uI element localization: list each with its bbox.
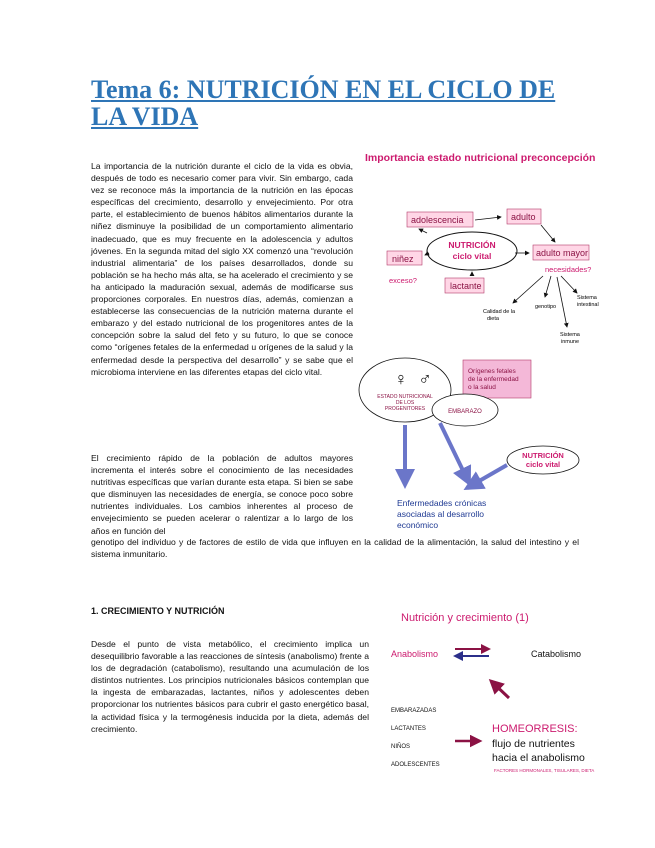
enf-3: económico [397,520,439,530]
label-lactante: lactante [450,281,482,291]
label-genotipo: genotipo [535,304,557,310]
aging-paragraph-continued: genotipo del individuo y de factores de estilo de vida que influyen en la calidad de la alimentación, la salud del intestino y el sistema inmunitario. [91,537,579,560]
label-calidad: Calidad de la [483,309,516,315]
figure-nutricion-crecimiento [385,605,615,780]
group-label: ADOLESCENTES [391,762,440,768]
origenes-2: de la enfermedad [468,376,519,383]
origenes-1: Orígenes fetales [468,368,516,375]
center-nutricion: NUTRICIÓN [448,240,496,250]
fig2-heading: Nutrición y crecimiento (1) [401,612,529,624]
label-factores: FACTORES HORMONALES, TISULARES, DIETA [494,768,595,773]
label-exceso: exceso? [389,276,417,285]
figure-nutrition-life-cycle [355,145,620,535]
male-symbol: ♂ [418,369,432,389]
label-adulto: adulto [511,212,536,222]
aging-paragraph: El crecimiento rápido de la población de adultos mayores incrementa el interés sobre el conocimiento de las necesidades nutritivas específicas que varían durante esta etapa. Si bien se sabe que disminuyen las necesidades de energía, se conoce poco sobre nutrientes individuales. Los cambios inherentes al proceso de envejecimiento se pueden acelerar o ralentizar a lo largo de los años en función del [91,453,353,536]
estado-2: DE LOS [395,400,415,406]
origenes-3: o la salud [468,384,496,391]
group-label: NIÑOS [391,744,411,750]
label-adulto-mayor: adulto mayor [536,248,589,258]
label-calidad-2: dieta [487,316,499,322]
label-homeorresis: HOMEORRESIS: [492,723,578,735]
section-heading-crecimiento: 1. CRECIMIENTO Y NUTRICIÓN [91,606,225,616]
group-label: EMBARAZADAS [391,708,437,714]
intro-paragraph: La importancia de la nutrición durante el ciclo de la vida es obvia, después de todo es necesario comer para vivir. Sin embargo, cada vez se reconoce más la importancia de la nutrición en las épocas específicas del crecimiento, desarrollo y envejecimiento. Por otra parte, el establecimiento de buenos hábitos alimentarios durante la niñez disminuye la posibilidad de un comportamiento alimentario inadecuado, que es muy frecuente en la adolescencia y adultos jóvenes. En la segunda mitad del siglo XX comenzó una “revolución industrial alimentaria” de los países desarrollados, donde su población se ha hecho más alta, se ha acelerado el crecimiento y se ha anticipado la maduración sexual, además de modificarse sus proporciones corporales. En nuestros días, además, comienzan a establecerse las consecuencias de la nutrición materna durante el embarazo y del estado nutricional de los progenitores antes de la concepción sobre la salud del feto y su futuro, lo que se conoce como “orígenes fetales de la enfermedad u orígenes de la salud y la enfermedad desde la perspectiva del desarrollo” y se sabe que el microbioma interviene en las diferentes etapas del ciclo vital. [91,161,353,377]
label-sistema-inmune-2: inmune [561,339,580,345]
female-symbol: ♀ [394,369,408,389]
enf-1: Enfermedades crónicas [397,498,487,508]
label-flujo-2: hacia el anabolismo [492,752,585,764]
label-flujo-1: flujo de nutrientes [492,738,575,750]
fig1-heading: Importancia estado nutricional preconcepción [365,152,596,164]
estado-3: PROGENITORES [384,406,426,412]
enf-2: asociadas al desarrollo [397,509,484,519]
label-necesidades: necesidades? [545,265,592,274]
group-list [391,708,440,768]
label-anabolismo: Anabolismo [391,649,439,659]
label-adolescencia: adolescencia [411,215,464,225]
growth-paragraph: Desde el punto de vista metabólico, el crecimiento implica un desequilibrio favorable a las reacciones de síntesis (anabolismo) frente a los de degradación (catabolismo), resultando una acumulación de los distintos nutrientes. Los principios nutricionales básicos contemplan que la ingesta de embarazadas, lactantes, niños y adolescentes deben proporcionar los nutrientes básicos para cubrir el gasto energético basal, la actividad física y la termogénesis inducida por la dieta, además del crecimiento. [91,639,369,734]
estado-1: ESTADO NUTRICIONAL [377,394,433,400]
group-label: LACTANTES [391,726,426,732]
label-catabolismo: Catabolismo [531,649,582,659]
center-ciclo-vital: ciclo vital [452,251,492,261]
nutricion2-2: ciclo vital [525,460,561,469]
label-ninez: niñez [392,254,414,264]
nutricion2-1: NUTRICIÓN [522,451,564,460]
label-sistema-intestinal-1: Sistema [577,295,597,301]
label-embarazo: EMBARAZO [448,409,482,415]
label-sistema-inmune-1: Sistema [560,332,580,338]
page-title: Tema 6: NUTRICIÓN EN EL CICLO DE LA VIDA [91,75,556,131]
label-sistema-intestinal-2: intestinal [577,302,599,308]
